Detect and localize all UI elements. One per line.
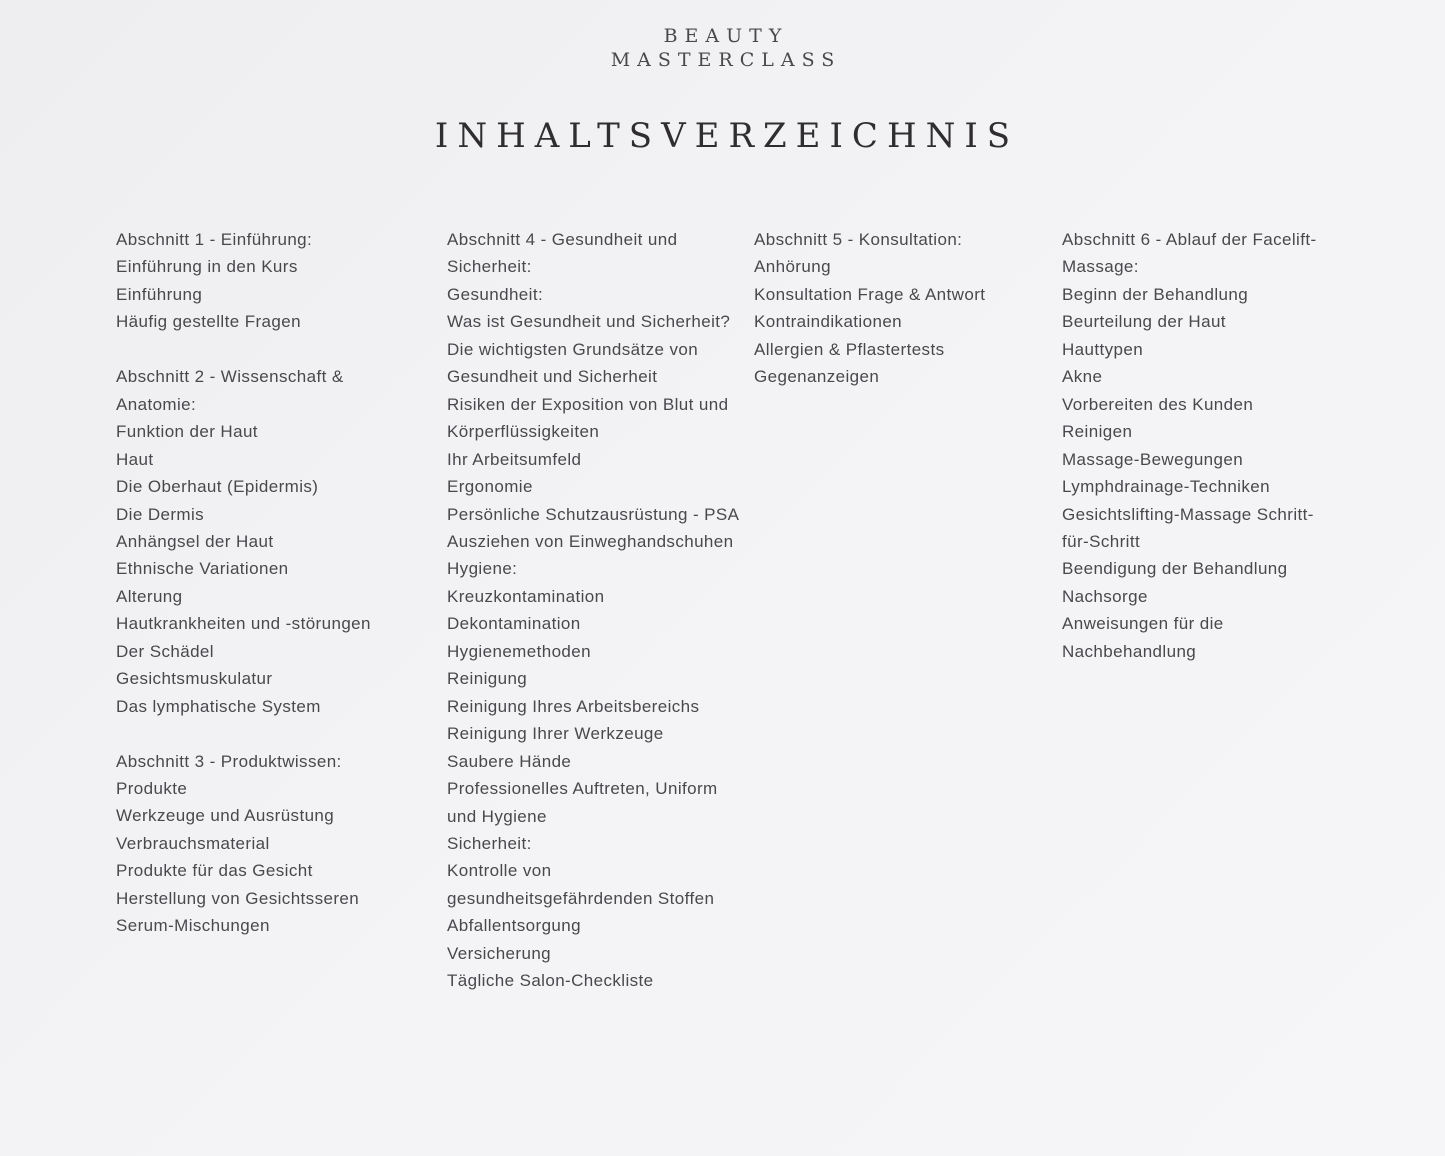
- toc-item: Lymphdrainage-Techniken: [1062, 477, 1270, 497]
- toc-section: [116, 363, 416, 720]
- toc-section: [754, 226, 1050, 391]
- toc-item: Ihr Arbeitsumfeld: [447, 449, 582, 469]
- toc-item: Reinigen: [1062, 422, 1133, 442]
- toc-item: Die Oberhaut (Epidermis): [116, 477, 319, 497]
- toc-item: Produkte: [116, 779, 188, 799]
- toc-item: Hygienemethoden: [447, 641, 591, 661]
- toc-item: Reinigung Ihres Arbeitsbereichs: [447, 696, 700, 716]
- toc-item: Ethnische Variationen: [116, 559, 289, 579]
- toc-section: [116, 226, 416, 336]
- toc-item: Was ist Gesundheit und Sicherheit?: [447, 312, 731, 332]
- toc-item: Reinigung: [447, 669, 528, 689]
- section-heading: Abschnitt 6 - Ablauf der Facelift-Massage:: [1062, 230, 1317, 277]
- section-heading: Abschnitt 2 - Wissenschaft & Anatomie:: [116, 367, 344, 414]
- toc-item-list: [754, 253, 1050, 390]
- toc-item: Hygiene:: [447, 559, 518, 579]
- toc-item: Häufig gestellte Fragen: [116, 312, 301, 332]
- toc-item: Gegenanzeigen: [754, 367, 880, 387]
- toc-item-list: [116, 418, 416, 720]
- toc-item: Anhängsel der Haut: [116, 531, 274, 551]
- brand-line-1: BEAUTY: [663, 25, 789, 47]
- toc-column-4: [1062, 226, 1332, 693]
- section-heading: Abschnitt 3 - Produktwissen:: [116, 751, 342, 771]
- toc-item: Serum-Mischungen: [116, 916, 270, 936]
- toc-item: Beginn der Behandlung: [1062, 284, 1249, 304]
- section-heading: Abschnitt 4 - Gesundheit und Sicherheit:: [447, 230, 678, 277]
- toc-item: Gesichtsmuskulatur: [116, 669, 273, 689]
- brand-logo: [0, 24, 1445, 72]
- toc-item: Vorbereiten des Kunden: [1062, 394, 1254, 414]
- toc-item: Allergien & Pflastertests: [754, 339, 945, 359]
- toc-item: Dekontamination: [447, 614, 581, 634]
- toc-item: Haut: [116, 449, 154, 469]
- toc-column-1: [116, 226, 416, 967]
- toc-item: Verbrauchsmaterial: [116, 833, 270, 853]
- toc-section: [447, 226, 743, 995]
- toc-item: Einführung in den Kurs: [116, 257, 298, 277]
- toc-item: Herstellung von Gesichtsseren: [116, 888, 360, 908]
- toc-section: [1062, 226, 1332, 665]
- toc-item: Kontraindikationen: [754, 312, 903, 332]
- toc-item: Versicherung: [447, 943, 552, 963]
- toc-item: Reinigung Ihrer Werkzeuge: [447, 724, 664, 744]
- toc-item: Akne: [1062, 367, 1103, 387]
- toc-item: Produkte für das Gesicht: [116, 861, 313, 881]
- toc-item: Professionelles Auftreten, Uniform und Hygiene: [447, 779, 718, 826]
- toc-item: Kreuzkontamination: [447, 586, 605, 606]
- toc-item: Saubere Hände: [447, 751, 572, 771]
- toc-item: Beurteilung der Haut: [1062, 312, 1226, 332]
- toc-item: Gesundheit:: [447, 284, 544, 304]
- toc-item: Tägliche Salon-Checkliste: [447, 971, 654, 991]
- toc-item: Der Schädel: [116, 641, 214, 661]
- toc-item: Konsultation Frage & Antwort: [754, 284, 986, 304]
- toc-item: Gesichtslifting-Massage Schritt-für-Schritt: [1062, 504, 1314, 551]
- toc-item: Einführung: [116, 284, 203, 304]
- toc-item-list: [1062, 281, 1332, 665]
- toc-item: Funktion der Haut: [116, 422, 258, 442]
- toc-item: Nachsorge: [1062, 586, 1148, 606]
- toc-item: Anhörung: [754, 257, 831, 277]
- page-title: INHALTSVERZEICHNIS: [434, 116, 1020, 156]
- toc-item-list: [116, 775, 416, 940]
- section-heading: Abschnitt 1 - Einführung:: [116, 230, 313, 249]
- toc-item: Das lymphatische System: [116, 696, 321, 716]
- toc-item: Hauttypen: [1062, 339, 1144, 359]
- toc-item: Risiken der Exposition von Blut und Körperflüssigkeiten: [447, 394, 729, 442]
- toc-column-3: [754, 226, 1050, 418]
- toc-column-2: [447, 226, 743, 1022]
- toc-item: Die wichtigsten Grundsätze von Gesundheit und Sicherheit: [447, 339, 699, 387]
- toc-item: Alterung: [116, 586, 183, 606]
- toc-item: Sicherheit:: [447, 833, 532, 853]
- toc-item: Beendigung der Behandlung: [1062, 559, 1288, 579]
- toc-item: Die Dermis: [116, 504, 205, 524]
- toc-item: Massage-Bewegungen: [1062, 449, 1244, 469]
- toc-item-list: [447, 281, 743, 995]
- brand-line-2: MASTERCLASS: [610, 49, 842, 71]
- toc-item: Anweisungen für die Nachbehandlung: [1062, 614, 1224, 661]
- toc-item: Persönliche Schutzausrüstung - PSA: [447, 504, 740, 524]
- toc-item: Hautkrankheiten und -störungen: [116, 614, 371, 634]
- toc-item: Ergonomie: [447, 477, 533, 497]
- toc-item: Kontrolle von gesundheitsgefährdenden Stoffen: [447, 861, 715, 908]
- section-heading: Abschnitt 5 - Konsultation:: [754, 230, 963, 249]
- toc-item: Abfallentsorgung: [447, 916, 581, 936]
- toc-item: Werkzeuge und Ausrüstung: [116, 806, 335, 826]
- toc-section: [116, 748, 416, 940]
- toc-item: Ausziehen von Einweghandschuhen: [447, 531, 734, 551]
- toc-item-list: [116, 253, 416, 335]
